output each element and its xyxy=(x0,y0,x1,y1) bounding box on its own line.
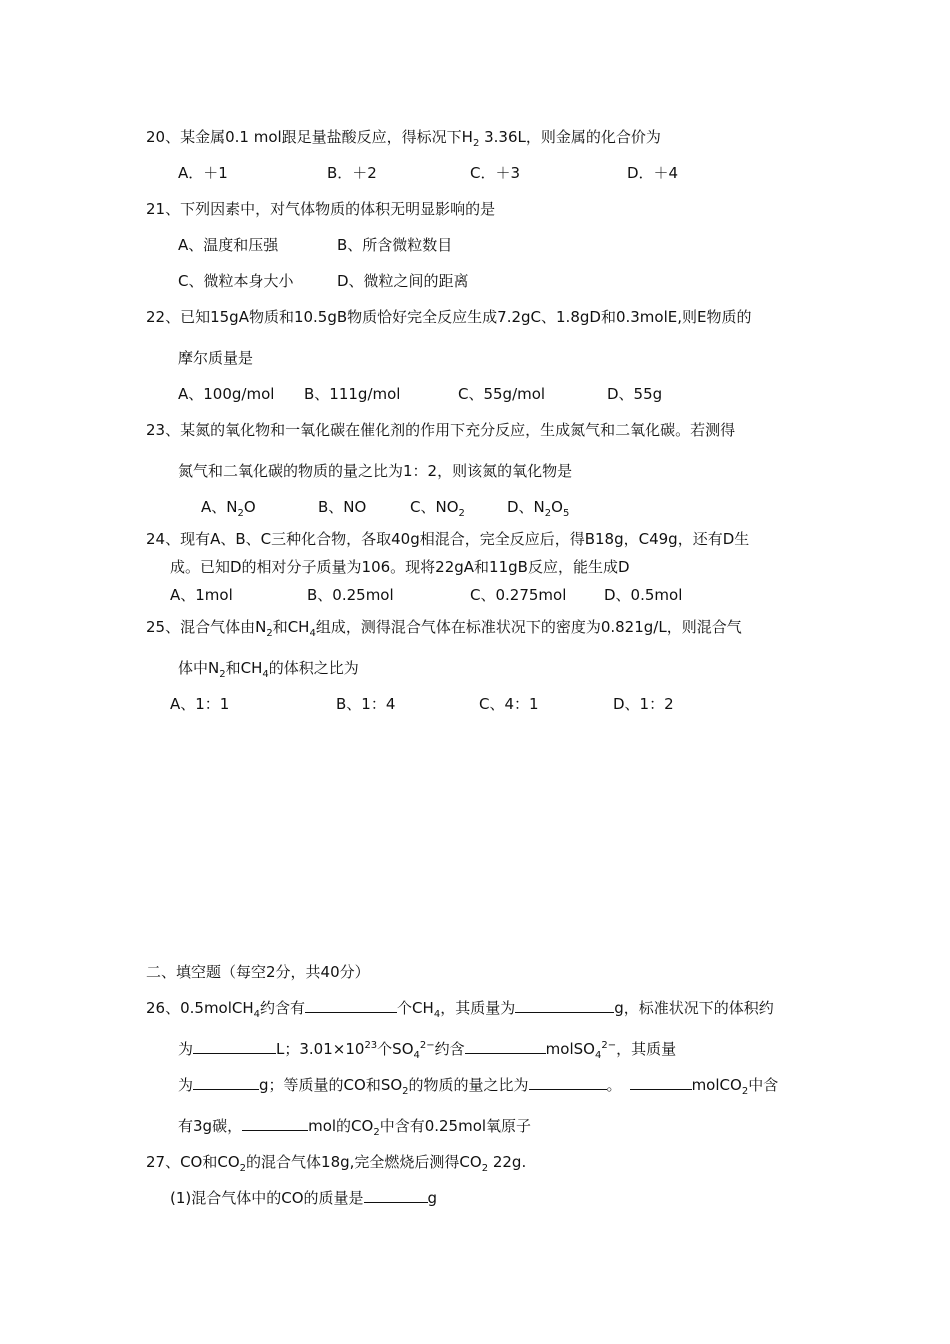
q23-option-a: A、$N_2O$ xyxy=(201,498,256,519)
q21-option-b: B、所含微粒数目 xyxy=(337,236,453,254)
question-22-stem-line2: 摩尔质量是 xyxy=(178,349,254,367)
question-23-stem-line2: 氮气和二氧化碳的物质的量之比为1：2，则该氮的氧化物是 xyxy=(178,462,573,480)
q25-option-b: B、1：4 xyxy=(336,695,396,713)
question-25-stem-line2: 体中$N_2$和$CH_4$的体积之比为 xyxy=(178,659,359,680)
fill-blank[interactable] xyxy=(193,1075,259,1090)
q22-option-a: A、100g/mol xyxy=(178,385,275,403)
q24-option-a: A、1mol xyxy=(170,586,233,604)
question-27-stem: 27、CO和$CO_2$的混合气体18g,完全燃烧后测得$CO_2$ 22g. xyxy=(146,1153,527,1174)
fill-blank[interactable] xyxy=(515,998,614,1013)
question-26-line4: 有3g碳， mol的$CO_2$中含有0.25mol氧原子 xyxy=(178,1117,532,1138)
q24-option-b: B、0.25mol xyxy=(307,586,394,604)
q24-option-c: C、0.275mol xyxy=(470,586,567,604)
question-23-stem-line1: 23、某氮的氧化物和一氧化碳在催化剂的作用下充分反应，生成氮气和二氧化碳。若测得 xyxy=(146,421,736,439)
fill-blank[interactable] xyxy=(630,1075,692,1090)
fill-blank[interactable] xyxy=(529,1075,607,1090)
question-26-line1: 26、0.5molCH$_4$约含有 个$CH_4$，其质量为 g，标准状况下的体积约 xyxy=(146,999,774,1020)
question-22-stem-line1: 22、已知15gA物质和10.5gB物质恰好完全反应生成7.2gC、1.8gD和0.3molE,则E物质的 xyxy=(146,308,752,326)
question-26-line2: 为 L；$3.01\times 10^{23}$个$SO_4^{2-}$约含 molSO$_4^{2-}$，其质量 xyxy=(178,1040,677,1061)
section-2-title: 二、填空题（每空2分，共40分） xyxy=(146,963,370,981)
question-25-stem-line1: 25、混合气体由$N_2$和$CH_4$组成，测得混合气体在标准状况下的密度为0.821g/L，则混合气 xyxy=(146,618,742,639)
q20-option-c: C．＋3 xyxy=(470,164,521,182)
fill-blank[interactable] xyxy=(193,1039,276,1054)
q25-option-c: C、4：1 xyxy=(479,695,539,713)
q22-option-d: D、55g xyxy=(607,385,663,403)
fill-blank[interactable] xyxy=(305,998,397,1013)
question-27-part-1: (1)混合气体中的CO的质量是 g xyxy=(170,1189,438,1207)
q23-option-b: B、NO xyxy=(318,498,367,516)
q25-option-a: A、1：1 xyxy=(170,695,230,713)
q22-option-c: C、55g/mol xyxy=(458,385,546,403)
q21-option-d: D、微粒之间的距离 xyxy=(337,272,469,290)
q23-option-d: D、$N_2O_5$ xyxy=(507,498,570,519)
fill-blank[interactable] xyxy=(242,1116,308,1131)
q21-option-c: C、微粒本身大小 xyxy=(178,272,294,290)
q23-option-c: C、$NO_2$ xyxy=(410,498,465,519)
q20-option-a: A．＋1 xyxy=(178,164,228,182)
question-24-stem-line1: 24、现有A、B、C三种化合物，各取40g相混合，完全反应后，得B18g，C49g，还有D生 xyxy=(146,530,750,548)
question-20-stem: 20、某金属0.1 mol跟足量盐酸反应，得标况下$H_2$ 3.36L，则金属的化合价为 xyxy=(146,128,661,149)
q22-option-b: B、111g/mol xyxy=(304,385,401,403)
q20-option-b: B．＋2 xyxy=(327,164,377,182)
question-21-stem: 21、下列因素中，对气体物质的体积无明显影响的是 xyxy=(146,200,496,218)
fill-blank[interactable] xyxy=(465,1039,546,1054)
fill-blank[interactable] xyxy=(364,1188,428,1203)
q25-option-d: D、1：2 xyxy=(613,695,674,713)
question-24-stem-line2: 成。已知D的相对分子质量为106。现将22gA和11gB反应，能生成D xyxy=(170,558,630,576)
q20-option-d: D．＋4 xyxy=(627,164,679,182)
q24-option-d: D、0.5mol xyxy=(604,586,683,604)
q21-option-a: A、温度和压强 xyxy=(178,236,279,254)
question-26-line3: 为 g；等质量的CO和$SO_2$的物质的量之比为 。 molCO$_2$中含 xyxy=(178,1076,779,1097)
